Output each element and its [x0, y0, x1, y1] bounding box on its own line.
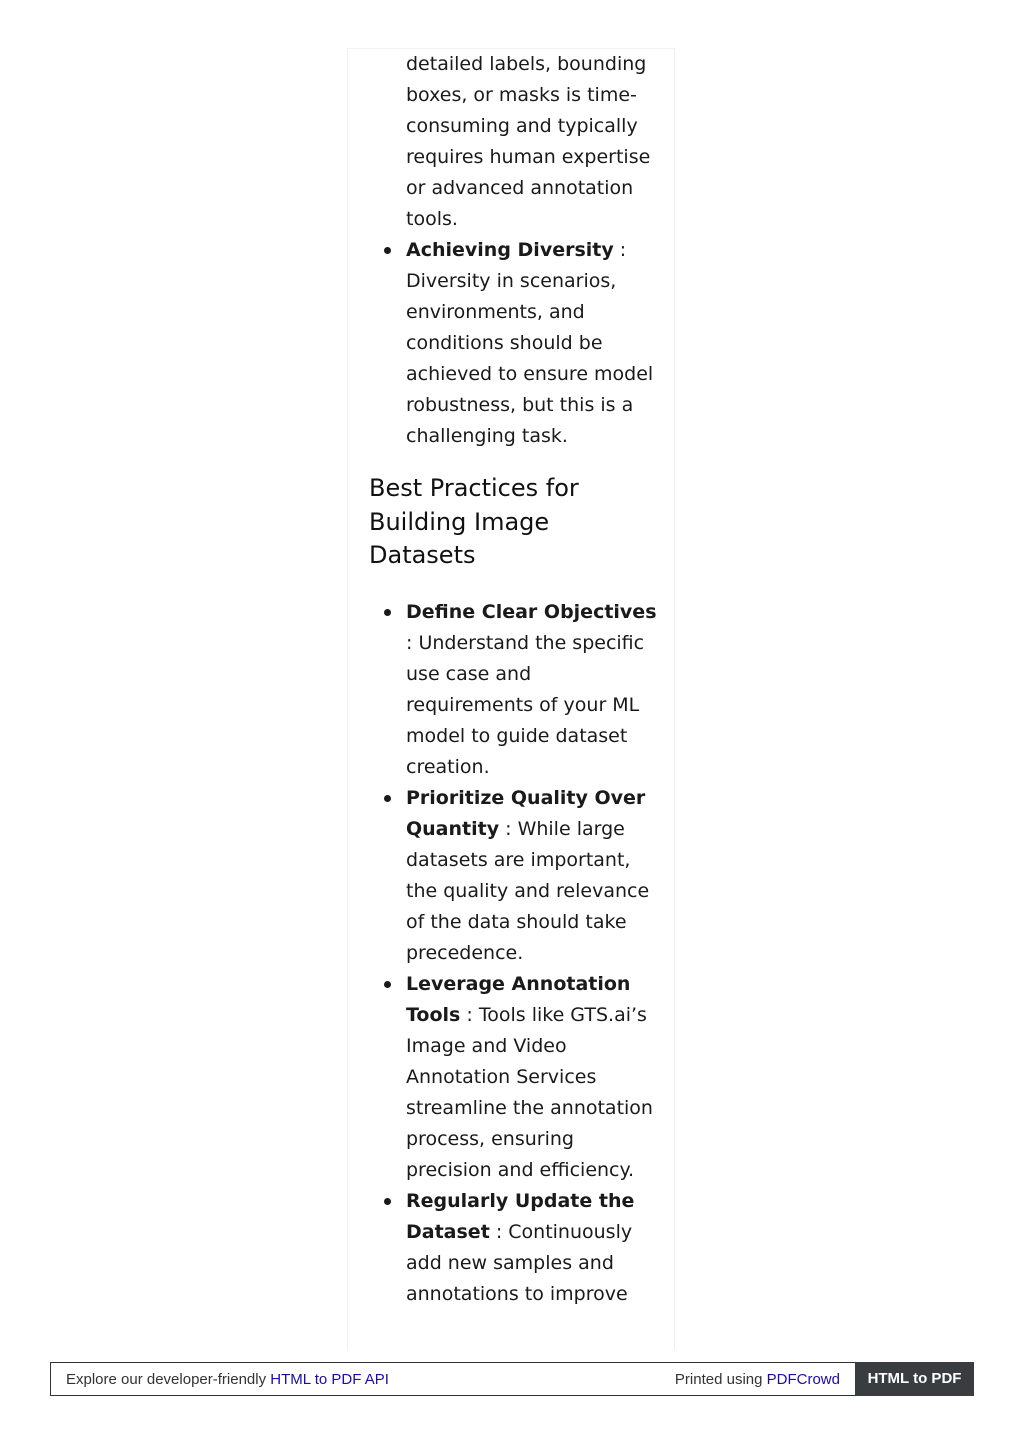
list-item-lead: Define Clear Objectives [406, 600, 657, 623]
best-practices-list [369, 597, 659, 1310]
pdfcrowd-link[interactable]: PDFCrowd [766, 1371, 840, 1388]
article-column [347, 48, 675, 1350]
list-item-text: : Understand the specific use case and requirements of your ML model to guide dataset creation. [406, 631, 645, 778]
list-item-lead: Leverage Annotation Tools [406, 972, 631, 1026]
article-content [369, 49, 659, 1310]
list-item-text: : Tools like GTS.ai’s Image and Video Annotation Services streamline the annotation process, ensuring precision and efficiency. [406, 1003, 653, 1181]
section-heading: Best Practices for Building Image Datasets [369, 474, 579, 569]
list-item-text: : While large datasets are important, the quality and relevance of the data should take precedence. [406, 817, 650, 964]
pdfcrowd-footer [50, 1362, 974, 1396]
footer-printed-text: Printed using [674, 1371, 767, 1388]
footer-printed [675, 1371, 840, 1388]
list-item-lead: Prioritize Quality Over Quantity [406, 786, 646, 840]
footer-explore [66, 1371, 389, 1388]
list-item [369, 1186, 659, 1310]
list-item [369, 969, 659, 1186]
list-item-lead: Regularly Update the Dataset [406, 1189, 635, 1243]
html-to-pdf-api-link[interactable]: HTML to PDF API [270, 1371, 389, 1388]
list-item-text: detailed labels, bounding boxes, or masks is time-consuming and typically requires human expertise or advanced annotation tools. [406, 53, 651, 230]
list-item-text: : Continuously add new samples and annotations to improve [406, 1220, 633, 1305]
list-item-continued [369, 49, 659, 235]
html-to-pdf-button[interactable]: HTML to PDF [855, 1362, 974, 1396]
list-item-text: : Diversity in scenarios, environments, and conditions should be achieved to ensure model robustness, but this is a challenging task. [406, 239, 654, 447]
list-item [369, 783, 659, 969]
footer-explore-text: Explore our developer-friendly [66, 1371, 271, 1388]
list-item-lead: Achieving Diversity [406, 239, 614, 261]
challenges-list [369, 49, 659, 452]
list-item [369, 235, 659, 452]
list-item [369, 597, 659, 783]
